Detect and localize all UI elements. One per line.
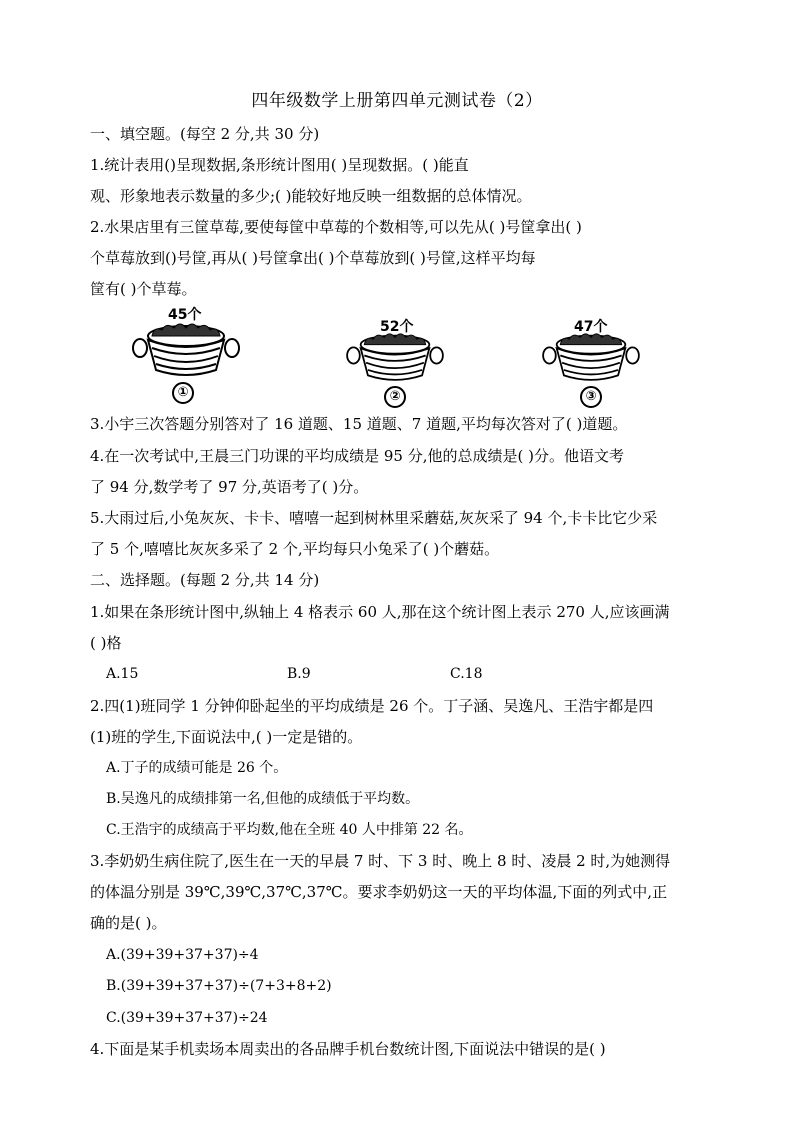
s2-q1-option-b: B.9 <box>287 666 311 682</box>
s1-q5-line2: 了 5 个,嘻嘻比灰灰多采了 2 个,平均每只小兔采了( )个蘑菇。 <box>90 540 500 558</box>
s1-q3: 3.小宇三次答题分别答对了 16 道题、15 道题、7 道题,平均每次答对了( )道题。 <box>90 415 628 433</box>
basket-3-image <box>541 332 641 388</box>
s2-q2-option-a: A.丁子的成绩可能是 26 个。 <box>106 760 288 776</box>
s2-q1-option-c: C.18 <box>450 666 483 682</box>
basket-3-count: 47个 <box>574 319 608 335</box>
s1-q4-line1: 4.在一次考试中,王晨三门功课的平均成绩是 95 分,他的总成绩是( )分。他语文考 <box>90 447 624 465</box>
s2-q1-line2: ( )格 <box>90 634 122 652</box>
section2-heading: 二、选择题。(每题 2 分,共 14 分) <box>90 571 320 589</box>
s2-q3-line1: 3.李奶奶生病住院了,医生在一天的早晨 7 时、下 3 时、晚上 8 时、凌晨 2 时,为她测得 <box>90 852 671 870</box>
basket-2-number: ② <box>384 386 406 408</box>
s2-q2-line2: (1)班的学生,下面说法中,( )一定是错的。 <box>90 728 363 746</box>
s2-q3-option-b: B.(39+39+37+37)÷(7+3+8+2) <box>106 978 332 994</box>
s2-q3-option-a: A.(39+39+37+37)÷4 <box>106 947 259 963</box>
s2-q2-option-b: B.吴逸凡的成绩排第一名,但他的成绩低于平均数。 <box>106 791 420 807</box>
s2-q3-line2: 的体温分别是 39℃,39℃,37℃,37℃。要求李奶奶这一天的平均体温,下面的列式中,正 <box>90 883 668 901</box>
s2-q2-line1: 2.四(1)班同学 1 分钟仰卧起坐的平均成绩是 26 个。丁子涵、吴逸凡、王浩宇都是四 <box>90 697 654 715</box>
s1-q2-line3: 筐有( )个草莓。 <box>90 280 197 298</box>
basket-2-image <box>345 332 445 388</box>
basket-3-number: ③ <box>580 386 602 408</box>
s1-q4-line2: 了 94 分,数学考了 97 分,英语考了( )分。 <box>90 478 369 496</box>
s2-q3-line3: 确的是( )。 <box>90 914 167 932</box>
basket-1-image <box>132 322 240 384</box>
s1-q2-line2: 个草莓放到()号筐,再从( )号筐拿出( )个草莓放到( )号筐,这样平均每 <box>90 249 536 267</box>
s1-q2-line1: 2.水果店里有三筐草莓,要使每筐中草莓的个数相等,可以先从( )号筐拿出( ) <box>90 218 582 236</box>
s2-q2-option-c: C.王浩宇的成绩高于平均数,他在全班 40 人中排第 22 名。 <box>106 822 473 838</box>
basket-2-count: 52个 <box>380 319 414 335</box>
s1-q1-line2: 观、形象地表示数量的多少;( )能较好地反映一组数据的总体情况。 <box>90 187 532 205</box>
s2-q1-line1: 1.如果在条形统计图中,纵轴上 4 格表示 60 人,那在这个统计图上表示 270 人,应该画满 <box>90 603 670 621</box>
section1-heading: 一、填空题。(每空 2 分,共 30 分) <box>90 125 320 143</box>
page-title: 四年级数学上册第四单元测试卷（2） <box>251 91 543 111</box>
s2-q4-line1: 4.下面是某手机卖场本周卖出的各品牌手机台数统计图,下面说法中错误的是( ) <box>90 1040 606 1058</box>
basket-1-count: 45个 <box>168 307 202 323</box>
s1-q5-line1: 5.大雨过后,小兔灰灰、卡卡、嘻嘻一起到树林里采蘑菇,灰灰采了 94 个,卡卡比它少采 <box>90 509 658 527</box>
s1-q1-line1: 1.统计表用()呈现数据,条形统计图用( )呈现数据。( )能直 <box>90 156 469 174</box>
s2-q3-option-c: C.(39+39+37+37)÷24 <box>106 1010 268 1026</box>
s2-q1-option-a: A.15 <box>106 666 139 682</box>
basket-1-number: ① <box>172 382 194 404</box>
